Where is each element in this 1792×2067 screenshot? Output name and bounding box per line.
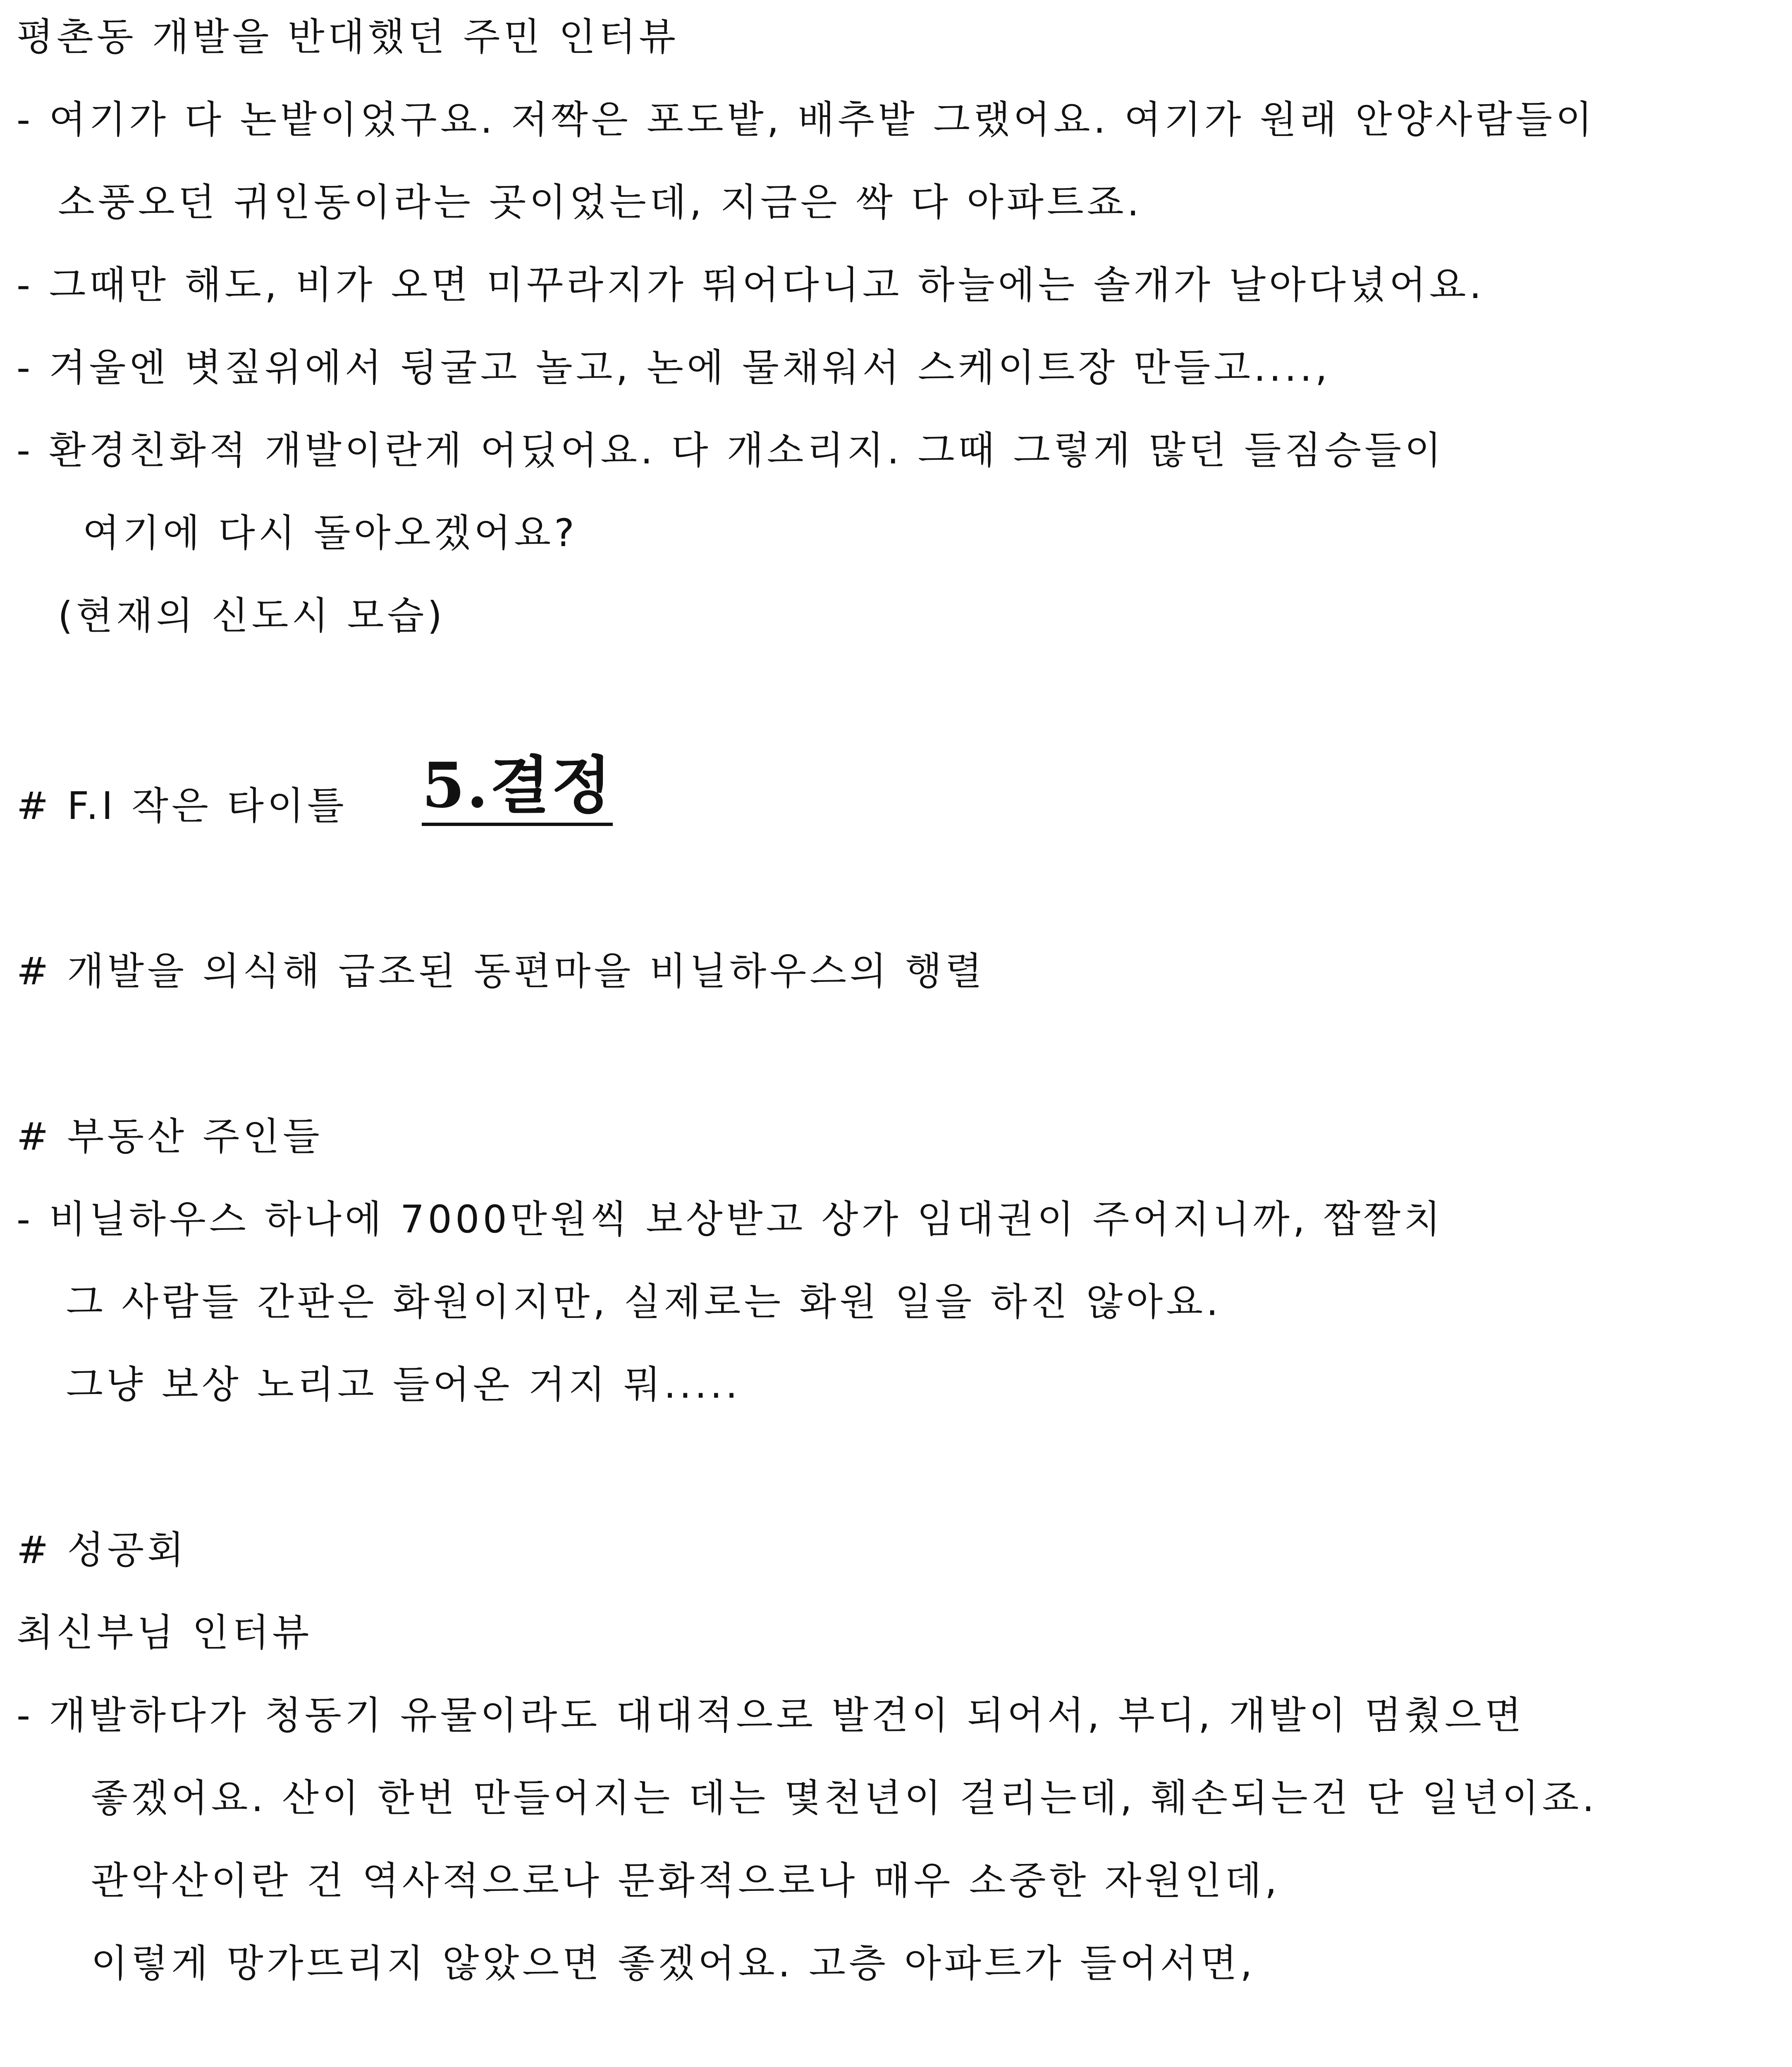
section-heading-pyeongchon: 평촌동 개발을 반대했던 주민 인터뷰	[17, 15, 679, 59]
interview-line: 그냥 보상 노리고 들어온 거지 뭐.....	[66, 1363, 741, 1407]
section-heading-fi-title: # F.I 작은 타이틀	[17, 784, 347, 828]
interview-line: 관악산이란 건 역사적으로나 문화적으로나 매우 소중한 자원인데,	[91, 1859, 1281, 1903]
interview-line: 여기에 다시 돌아오겠어요?	[83, 511, 578, 555]
interview-line: - 개발하다가 청동기 유물이라도 대대적으로 발견이 되어서, 부디, 개발이 멈췄으면	[17, 1693, 1525, 1738]
big-title: 5.결정	[422, 748, 613, 826]
interview-line: - 겨울엔 볏짚위에서 뒹굴고 놀고, 논에 물채워서 스케이트장 만들고....,	[17, 346, 1331, 390]
section-heading-anglican: # 성공회	[17, 1528, 187, 1572]
interview-line: 좋겠어요. 산이 한번 만들어지는 데는 몇천년이 걸리는데, 훼손되는건 단 일년이죠.	[91, 1776, 1598, 1820]
interview-line: - 비닐하우스 하나에 7000만원씩 보상받고 상가 임대권이 주어지니까, 짭짤치	[17, 1197, 1444, 1241]
section-heading-greenhouse: # 개발을 의식해 급조된 동편마을 비닐하우스의 행렬	[17, 949, 985, 993]
interview-line: 이렇게 망가뜨리지 않았으면 좋겠어요. 고층 아파트가 들어서면,	[91, 1941, 1256, 1986]
interview-line: - 그때만 해도, 비가 오면 미꾸라지가 뛰어다니고 하늘에는 솔개가 날아다녔어요.	[17, 263, 1485, 307]
interview-line: - 환경친화적 개발이란게 어딨어요. 다 개소리지. 그때 그렇게 많던 들짐승들이	[17, 428, 1445, 473]
interview-line: 소풍오던 귀인동이라는 곳이었는데, 지금은 싹 다 아파트죠.	[58, 180, 1142, 224]
interview-line: 그 사람들 간판은 화원이지만, 실제로는 화원 일을 하진 않아요.	[66, 1280, 1222, 1324]
interview-line: - 여기가 다 논밭이었구요. 저짝은 포도밭, 배추밭 그랬어요. 여기가 원래 안양사람들이	[17, 98, 1596, 142]
section-heading-real-estate: # 부동산 주인들	[17, 1115, 323, 1159]
interviewee-label: 최신부님 인터뷰	[17, 1611, 313, 1655]
scene-note: (현재의 신도시 모습)	[58, 594, 446, 638]
